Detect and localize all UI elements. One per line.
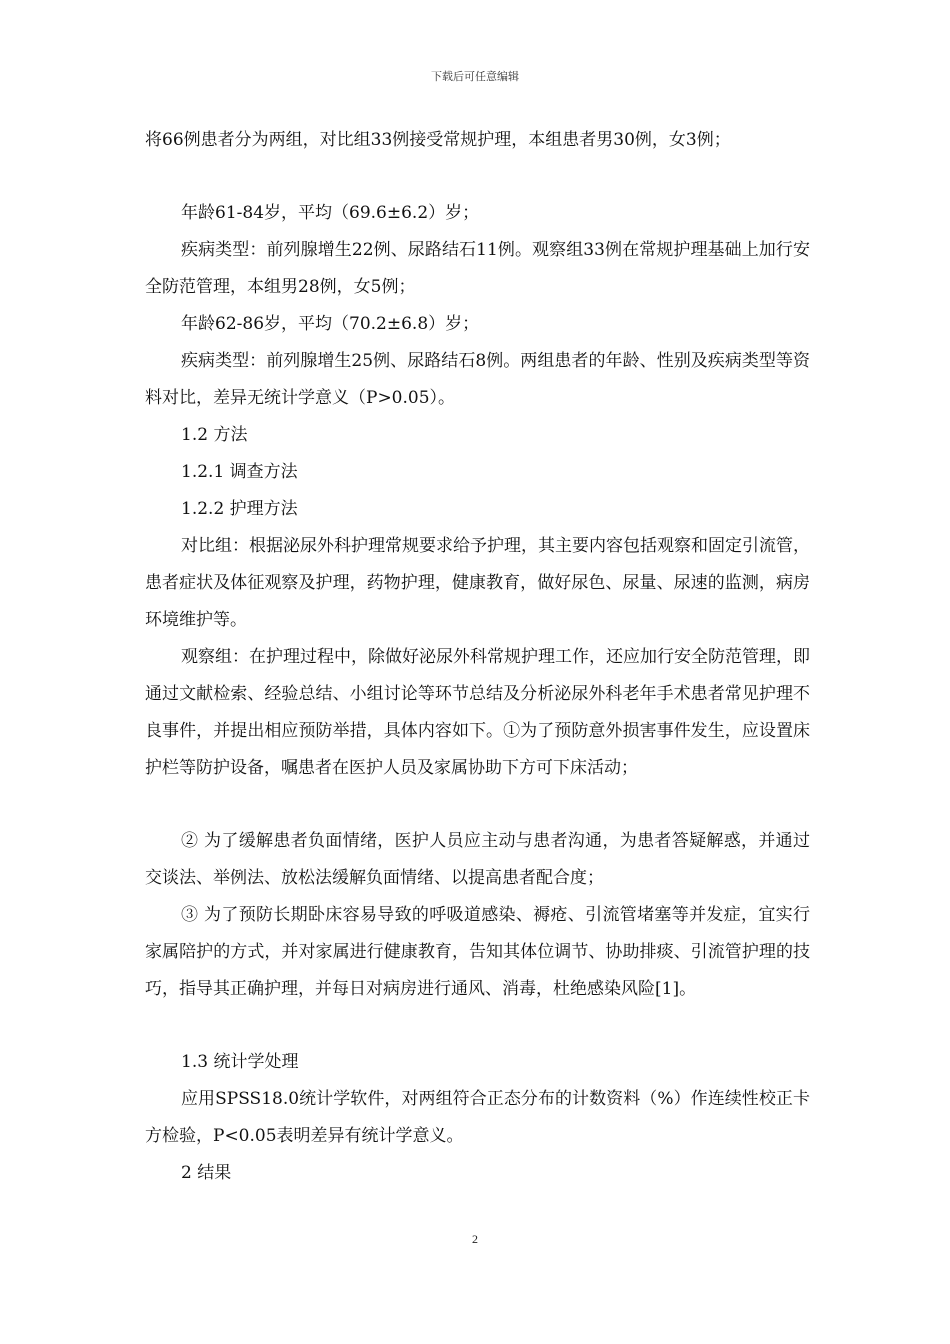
paragraph: 应用SPSS18.0统计学软件，对两组符合正态分布的计数资料（%）作连续性校正卡方检验，P<0.05表明差异有统计学意义。 bbox=[145, 1089, 810, 1146]
subsection-heading: 1.2.2 护理方法 bbox=[181, 499, 298, 519]
page-header: 下载后可任意编辑 bbox=[431, 70, 519, 83]
paragraph: 对比组：根据泌尿外科护理常规要求给予护理，其主要内容包括观察和固定引流管，患者症状及体征观察及护理，药物护理，健康教育，做好尿色、尿量、尿速的监测，病房环境维护等。 bbox=[145, 536, 810, 630]
paragraph: 年龄61-84岁，平均（69.6±6.2）岁； bbox=[181, 203, 480, 223]
paragraph: 疾病类型：前列腺增生25例、尿路结石8例。两组患者的年龄、性别及疾病类型等资料对比，差异无统计学意义（P>0.05）。 bbox=[145, 351, 810, 408]
section-heading: 1.2 方法 bbox=[181, 425, 248, 445]
paragraph: 年龄62-86岁，平均（70.2±6.8）岁； bbox=[181, 314, 480, 334]
paragraph: ② 为了缓解患者负面情绪，医护人员应主动与患者沟通，为患者答疑解惑，并通过交谈法、举例法、放松法缓解负面情绪、以提高患者配合度； bbox=[145, 831, 810, 888]
paragraph: 观察组：在护理过程中，除做好泌尿外科常规护理工作，还应加行安全防范管理，即通过文献检索、经验总结、小组讨论等环节总结及分析泌尿外科老年手术患者常见护理不良事件，并提出相应预防举措，具体内容如下。①为了预防意外损害事件发生，应设置床护栏等防护设备，嘱患者在医护人员及家属协助下方可下床活动； bbox=[145, 647, 810, 778]
page-number: 2 bbox=[472, 1232, 478, 1246]
section-heading: 1.3 统计学处理 bbox=[181, 1052, 299, 1072]
paragraph: 疾病类型：前列腺增生22例、尿路结石11例。观察组33例在常规护理基础上加行安全防范管理，本组男28例，女5例； bbox=[145, 240, 810, 297]
section-heading: 2 结果 bbox=[181, 1163, 232, 1183]
subsection-heading: 1.2.1 调查方法 bbox=[181, 462, 298, 482]
paragraph: ③ 为了预防长期卧床容易导致的呼吸道感染、褥疮、引流管堵塞等并发症，宜实行家属陪护的方式，并对家属进行健康教育，告知其体位调节、协助排痰、引流管护理的技巧，指导其正确护理，并每日对病房进行通风、消毒，杜绝感染风险[1]。 bbox=[145, 905, 810, 999]
paragraph: 将66例患者分为两组，对比组33例接受常规护理，本组患者男30例，女3例； bbox=[145, 130, 731, 150]
